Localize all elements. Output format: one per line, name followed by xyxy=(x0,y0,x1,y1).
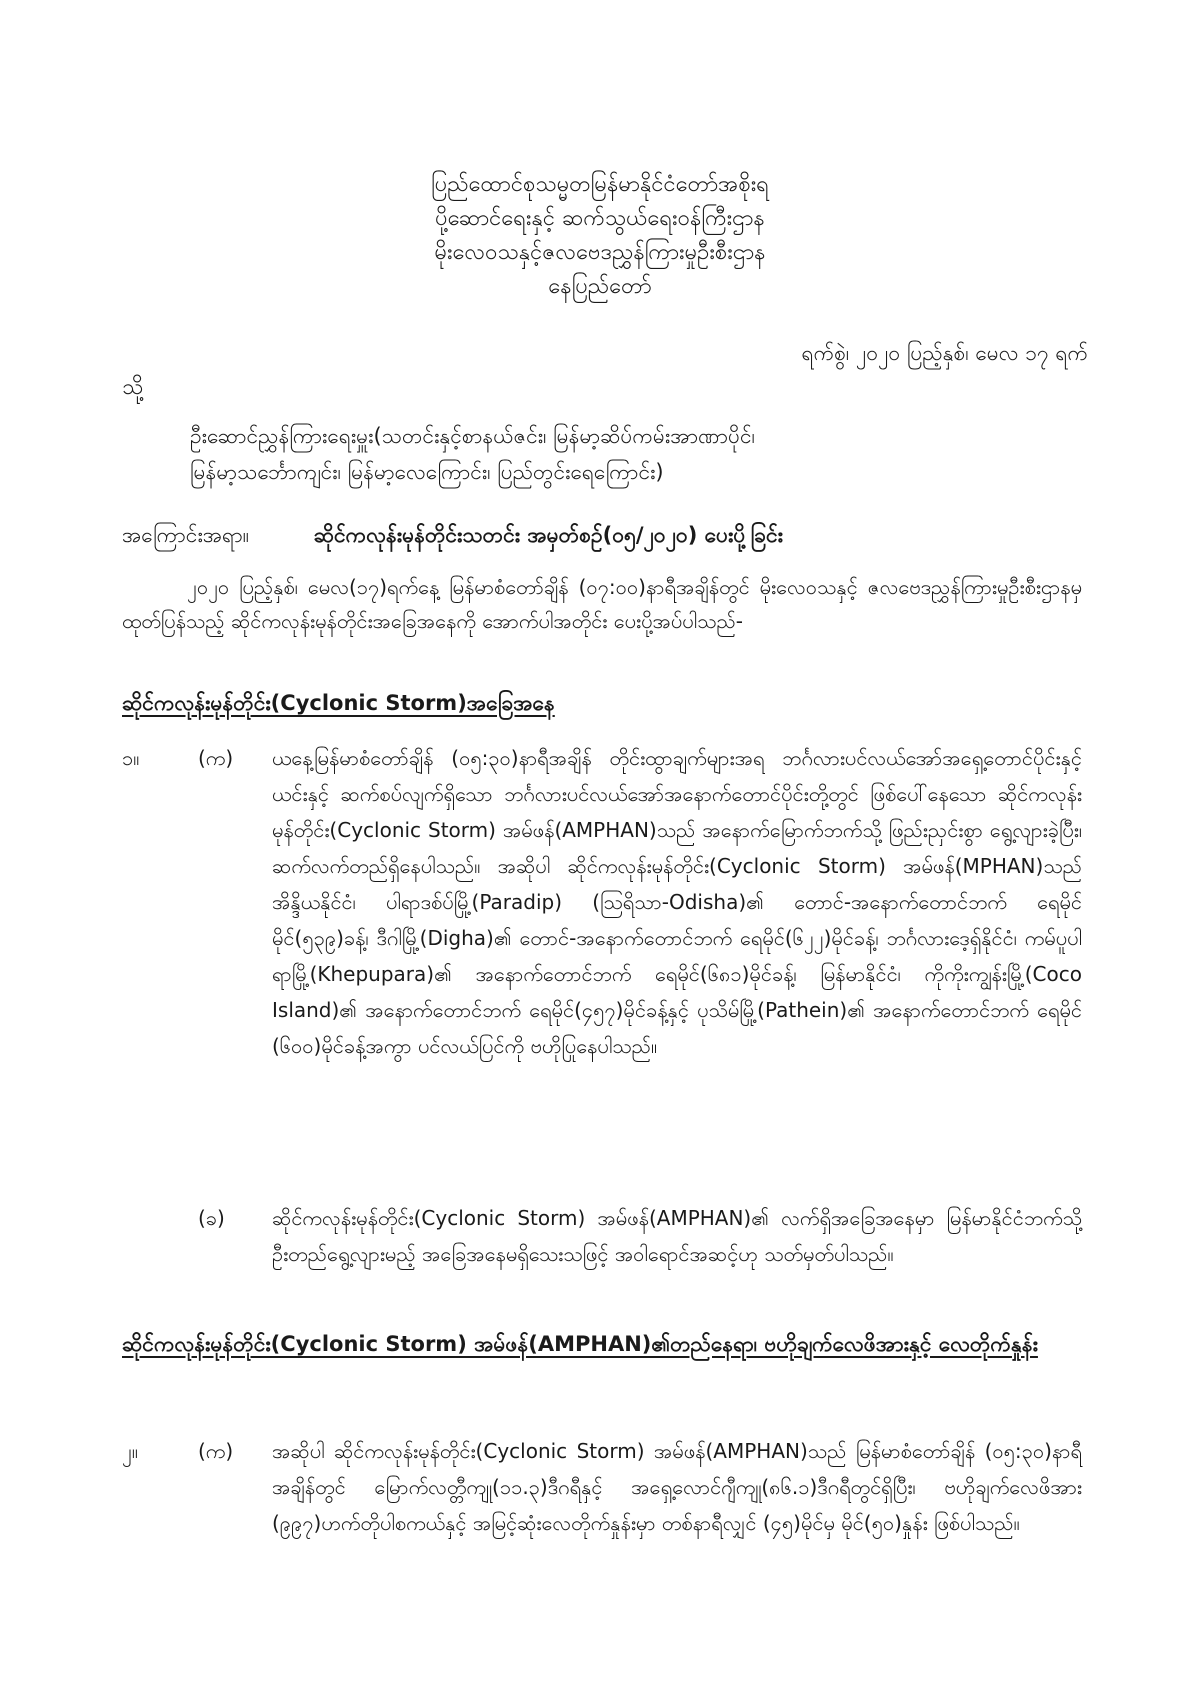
section-heading-storm-status: ဆိုင်ကလုန်းမုန်တိုင်း(Cyclonic Storm)အခြေအနေ xyxy=(122,691,555,715)
government-name: ပြည်ထောင်စုသမ္မတမြန်မာနိုင်ငံတော်အစိုးရ xyxy=(431,172,769,197)
recipient-line: ဦးဆောင်ညွှန်ကြားရေးမှူး(သတင်းနှင့်စာနယ်ဇင်း၊ မြန်မာ့ဆိပ်ကမ်းအာဏာပိုင်၊ xyxy=(190,424,755,448)
sub-item-text: အဆိုပါ ဆိုင်ကလုန်းမုန်တိုင်း(Cyclonic Storm) အမ်ဖန်(AMPHAN)သည် မြန်မာစံတော်ချိန် (၀၅:၃၀)နာရီအချိန်တွင် မြောက်လတ္တီကျု(၁၁.၃)ဒီဂရီနှင့် အရှေ့လောင်ဂျီကျု(၈၆.၁)ဒီဂရီတွင်ရှိပြီး၊ ဗဟိုချက်လေဖိအား (၉၉၇)ဟက်တိုပါစကယ်နှင့် အမြင့်ဆုံးလေတိုက်နှုန်းမှာ တစ်နာရီလျှင် (၄၅)မိုင်မှ မိုင်(၅၀)နှုန်း ဖြစ်ပါသည်။ xyxy=(272,1439,1082,1535)
recipient-line: မြန်မာ့သင်္ဘောကျင်း၊ မြန်မာ့လေကြောင်း၊ ပြည်တွင်းရေကြောင်း) xyxy=(190,460,664,484)
paragraph-number: ၁။ xyxy=(122,746,140,770)
sub-item-text: ဆိုင်ကလုန်းမုန်တိုင်း(Cyclonic Storm) အမ်ဖန်(AMPHAN)၏ လက်ရှိအခြေအနေမှာ မြန်မာနိုင်ငံဘက်သို့ ဦးတည်ရွေ့လျားမည့် အခြေအနေမရှိသေးသဖြင့် အဝါရောင်အဆင့်ဟု သတ်မှတ်ပါသည်။ xyxy=(272,1206,1082,1266)
ministry-name: ပို့ဆောင်ရေးနှင့် ဆက်သွယ်ရေးဝန်ကြီးဌာန xyxy=(435,206,765,231)
subject-text: ဆိုင်ကလုန်းမုန်တိုင်းသတင်း အမှတ်စဉ်(၀၅/၂၀၂၀) ပေးပို့ခြင်း xyxy=(313,523,783,547)
subject-label: အကြောင်းအရာ။ xyxy=(122,523,250,547)
recipient-block xyxy=(190,418,1090,490)
sub-item-label: (က) xyxy=(198,746,234,770)
to-label: သို့ xyxy=(122,375,144,400)
intro-paragraph: ၂၀၂၀ ပြည့်နှစ်၊ မေလ(၁၇)ရက်နေ့ မြန်မာစံတော်ချိန် (၀၇:၀၀)နာရီအချိန်တွင် မိုးလေဝသနှင့် ဇလဗေဒညွှန်ကြားမှုဦးစီးဌာနမှ ထုတ်ပြန်သည့် ဆိုင်ကလုန်းမုန်တိုင်းအခြေအနေကို အောက်ပါအတိုင်း ပေးပို့အပ်ပါသည်- xyxy=(122,575,1082,633)
letterhead xyxy=(0,168,1200,304)
paragraph-number: ၂။ xyxy=(122,1439,138,1463)
sub-item-label: (က) xyxy=(198,1439,234,1463)
subject-row xyxy=(122,522,783,553)
document-date: ရက်စွဲ၊ ၂၀၂၀ ပြည့်နှစ်၊ မေလ ၁၇ ရက် xyxy=(801,341,1088,365)
section-heading-storm-location: ဆိုင်ကလုန်းမုန်တိုင်း(Cyclonic Storm) အမ်ဖန်(AMPHAN)၏တည်နေရာ၊ ဗဟိုချက်လေဖိအားနှင့် လေတိုက်နှုန်း xyxy=(122,1332,1038,1356)
department-name: မိုးလေဝသနှင့်ဇလဗေဒညွှန်ကြားမှုဦးစီးဌာန xyxy=(434,240,766,265)
city-name: နေပြည်တော် xyxy=(548,274,652,299)
sub-item-label: (ခ) xyxy=(198,1206,225,1230)
sub-item-text: ယနေ့မြန်မာစံတော်ချိန် (၀၅:၃၀)နာရီအချိန် တိုင်းထွာချက်များအရ ဘင်္ဂလားပင်လယ်အော်အရှေ့တောင်ပိုင်းနှင့် ယင်းနှင့် ဆက်စပ်လျက်ရှိသော ဘင်္ဂလားပင်လယ်အော်အနောက်တောင်ပိုင်းတို့တွင် ဖြစ်ပေါ်နေသော ဆိုင်ကလုန်းမုန်တိုင်း(Cyclonic Storm) အမ်ဖန်(AMPHAN)သည် အနောက်မြောက်ဘက်သို့ ဖြည်းညှင်းစွာ ရွေ့လျားခဲ့ပြီး၊ ဆက်လက်တည်ရှိနေပါသည်။ အဆိုပါ ဆိုင်ကလုန်းမုန်တိုင်း(Cyclonic Storm) အမ်ဖန်(MPHAN)သည် အိန္ဒိယနိုင်ငံ၊ ပါရာဒစ်ပ်မြို့(Paradip) (သြရိသာ-Odisha)၏ တောင်-အနောက်တောင်ဘက် ရေမိုင် မိုင်(၅၃၉)ခန့်၊ ဒီဂါမြို့(Digha)၏ တောင်-အနောက်တောင်ဘက် ရေမိုင်(၆၂၂)မိုင်ခန့်၊ ဘင်္ဂလားဒေ့ရှ်နိုင်ငံ၊ ကမ်ပူပါရာမြို့(Khepupara)၏ အနောက်တောင်ဘက် ရေမိုင်(၆၈၁)မိုင်ခန့်၊ မြန်မာနိုင်ငံ၊ ကိုကိုးကျွန်းမြို့(Coco Island)၏ အနောက်တောင်ဘက် ရေမိုင်(၄၅၇)မိုင်ခန့်နှင့် ပုသိမ်မြို့(Pathein)၏ အနောက်တောင်ဘက် ရေမိုင် (၆၀၀)မိုင်ခန့်အကွာ ပင်လယ်ပြင်ကို ဗဟိုပြုနေပါသည်။ xyxy=(272,746,1082,1058)
